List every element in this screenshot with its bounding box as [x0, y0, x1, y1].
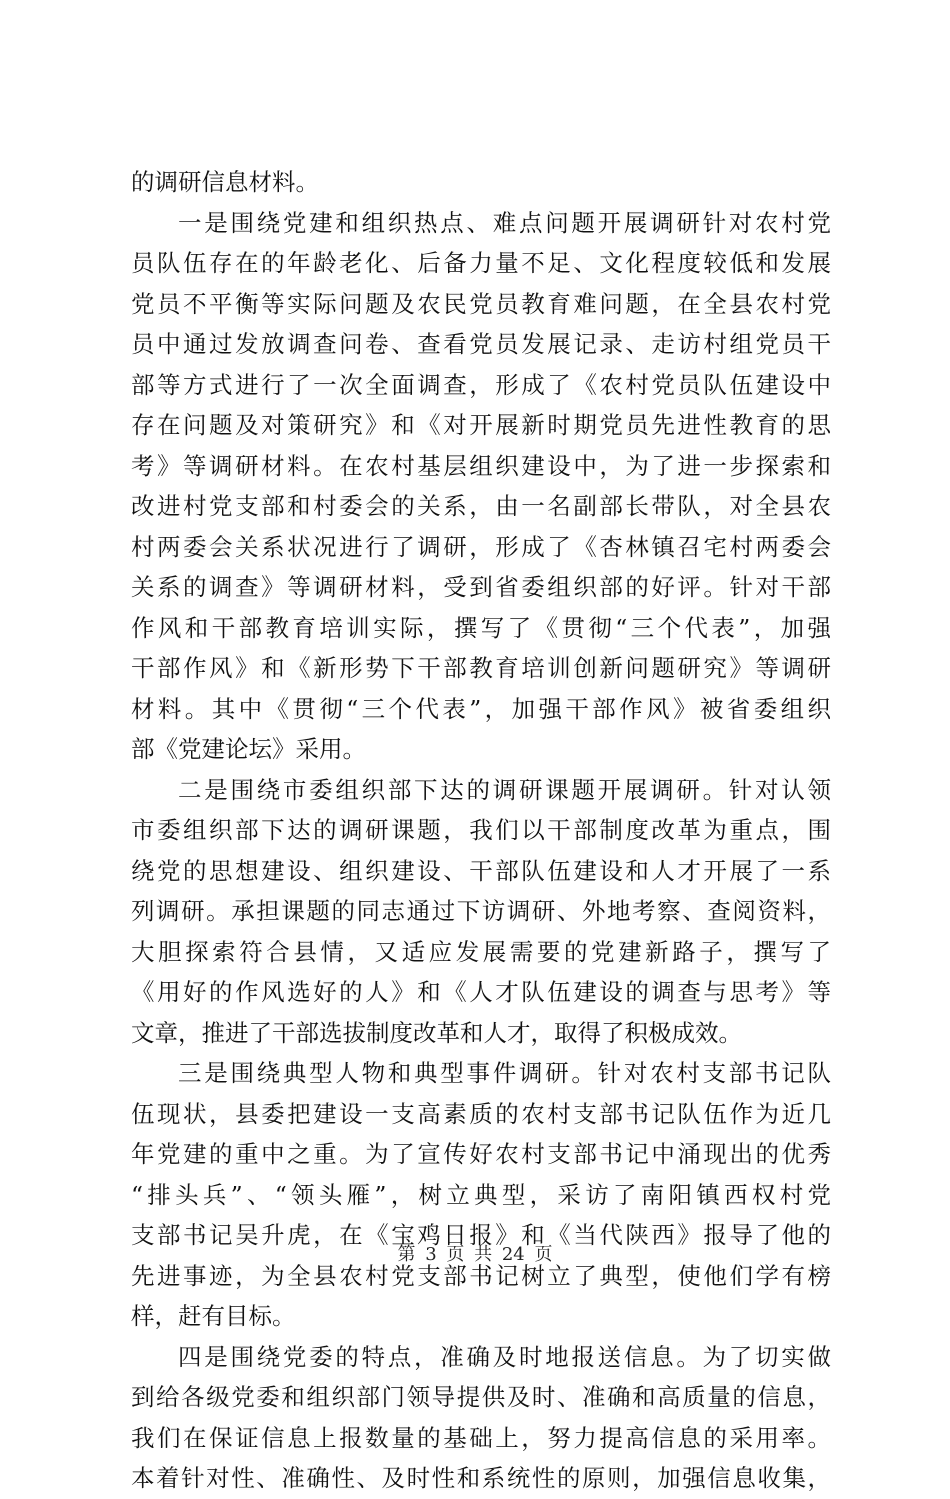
text-line: 到给各级党委和组织部门领导提供及时、准确和高质量的信息， — [131, 1383, 831, 1411]
text-line: 先进事迹，为全县农村党支部书记树立了典型，使他们学有榜 — [131, 1261, 831, 1290]
text-line: 部等方式进行了一次全面调查，形成了《农村党员队伍建设中 — [131, 370, 831, 399]
text-line: 的调研信息材料。 — [131, 168, 319, 196]
text-line: 关系的调查》等调研材料，受到省委组织部的好评。针对干部 — [131, 573, 831, 601]
text-line: 一是围绕党建和组织热点、难点问题开展调研针对农村党 — [178, 208, 831, 237]
text-line: 改进村党支部和村委会的关系，由一名副部长带队，对全县农 — [131, 492, 831, 520]
text-line: 党员不平衡等实际问题及农民党员教育难问题，在全县农村党 — [131, 289, 831, 318]
text-line: 大胆探索符合县情，又适应发展需要的党建新路子，撰写了 — [131, 937, 831, 966]
text-line: 部《党建论坛》采用。 — [131, 735, 366, 763]
text-line: 《用好的作风选好的人》和《人才队伍建设的调查与思考》等 — [131, 978, 831, 1006]
page-footer: 第 3 页 共 24 页 — [397, 1244, 553, 1265]
text-line: 四是围绕党委的特点，准确及时地报送信息。为了切实做 — [178, 1342, 831, 1371]
text-line: 考》等调研材料。在农村基层组织建设中，为了进一步探索和 — [131, 451, 831, 480]
text-line: 存在问题及对策研究》和《对开展新时期党员先进性教育的思 — [131, 411, 831, 439]
text-line: 员中通过发放调查问卷、查看党员发展记录、走访村组党员干 — [131, 330, 831, 358]
text-line: 作风和干部教育培训实际，撰写了《贯彻“三个代表”，加强 — [131, 613, 831, 642]
text-line: 绕党的思想建设、组织建设、干部队伍建设和人才开展了一系 — [131, 856, 831, 885]
text-line: 本着针对性、准确性、及时性和系统性的原则，加强信息收集， — [131, 1464, 831, 1492]
text-line: “排头兵”、“领头雁”，树立典型，采访了南阳镇西权村党 — [131, 1180, 831, 1209]
text-line: 伍现状，县委把建设一支高素质的农村支部书记队伍作为近几 — [131, 1099, 831, 1128]
text-line: 年党建的重中之重。为了宣传好农村支部书记中涌现出的优秀 — [131, 1140, 831, 1168]
text-line: 列调研。承担课题的同志通过下访调研、外地考察、查阅资料， — [131, 897, 831, 925]
text-line: 支部书记吴升虎，在《宝鸡日报》和《当代陕西》报导了他的 — [131, 1221, 831, 1249]
text-line: 村两委会关系状况进行了调研，形成了《杏林镇召宅村两委会 — [131, 532, 831, 561]
text-line: 市委组织部下达的调研课题，我们以干部制度改革为重点，围 — [131, 816, 831, 844]
text-line: 样，赶有目标。 — [131, 1302, 296, 1330]
text-line: 二是围绕市委组织部下达的调研课题开展调研。针对认领 — [178, 775, 831, 804]
text-line: 文章，推进了干部选拔制度改革和人才，取得了积极成效。 — [131, 1018, 742, 1047]
text-line: 材料。其中《贯彻“三个代表”，加强干部作风》被省委组织 — [131, 694, 831, 723]
text-line: 员队伍存在的年龄老化、后备力量不足、文化程度较低和发展 — [131, 249, 831, 277]
text-line: 我们在保证信息上报数量的基础上，努力提高信息的采用率。 — [131, 1423, 831, 1452]
text-line: 三是围绕典型人物和典型事件调研。针对农村支部书记队 — [178, 1059, 831, 1087]
document-body — [131, 162, 831, 1499]
text-line: 干部作风》和《新形势下干部教育培训创新问题研究》等调研 — [131, 654, 831, 682]
